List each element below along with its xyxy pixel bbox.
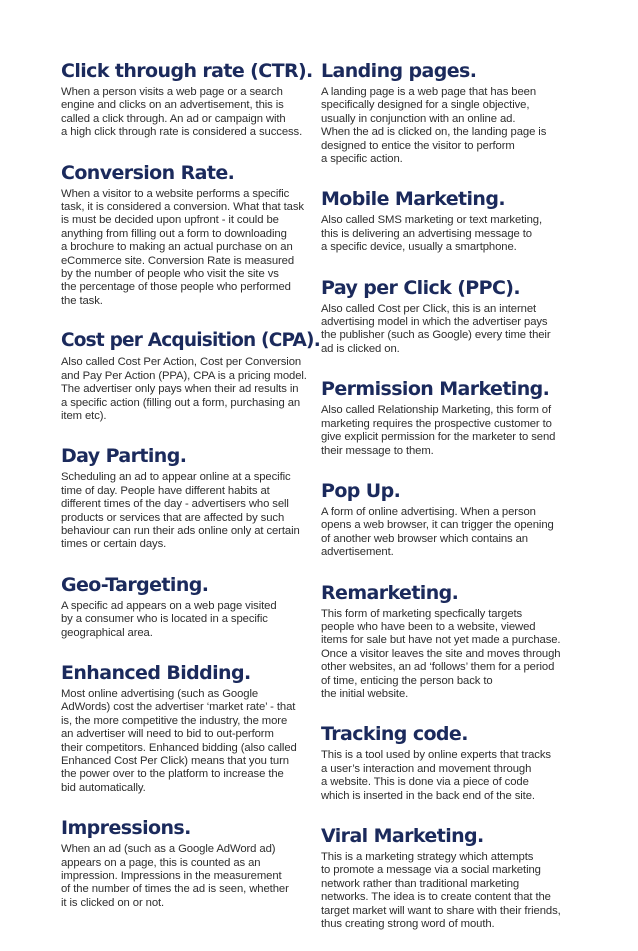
glossary-entry-conversion-rate: [61, 160, 309, 309]
entry-title: Day Parting.: [61, 445, 187, 468]
glossary-entry-tracking-code: [321, 721, 571, 803]
glossary-entry-landing-pages: [321, 58, 571, 166]
left-column: [61, 58, 320, 930]
entry-body: This is a tool used by online experts that tracks a user’s interaction and movement through a website. This is done via a piece of code which is inserted in the back end of the site.: [321, 749, 551, 802]
glossary-entry-mobile-marketing: [321, 186, 571, 254]
glossary-entry-ppc: [321, 275, 571, 357]
entry-title: Impressions.: [61, 817, 191, 840]
entry-body: This form of marketing specfically targets people who have been to a website, viewed items for sale but have not yet made a purchase. Once a visitor leaves the site and moves through other websites, an ad ‘follows’ them for a period of time, enticing the person back to the initial website.: [321, 607, 561, 700]
entry-body: Also called Relationship Marketing, this form of marketing requires the prospective customer to give explicit permission for the marketer to send their message to them.: [321, 404, 556, 457]
right-column: [321, 58, 571, 951]
glossary-entry-enhanced-bidding: [61, 660, 309, 795]
entry-title: Permission Marketing.: [321, 378, 550, 401]
entry-body: Also called Cost per Click, this is an internet advertising model in which the advertiser pays the publisher (such as Google) every time their ad is clicked on.: [321, 302, 551, 355]
entry-body: Scheduling an ad to appear online at a specific time of day. People have different habits at different times of the day - advertisers who sell products or services that are affected by such behaviour can run their ads online only at certain times or certain days.: [61, 471, 300, 551]
entry-body: Also called Cost Per Action, Cost per Conversion and Pay Per Action (PPA), CPA is a pricing model. The advertiser only pays when their ad results in a specific action (filling out a form, purchasing an item etc).: [61, 356, 307, 422]
entry-title: Geo-Targeting.: [61, 573, 209, 596]
entry-title: Landing pages.: [321, 60, 477, 82]
entry-body: When a person visits a web page or a search engine and clicks on an advertisement, this is called a click through. An ad or campaign with a high click through rate is considered a success.: [61, 86, 303, 139]
glossary-entry-impressions: [61, 815, 309, 910]
entry-title: Cost per Acquisition (CPA).: [61, 330, 320, 352]
entry-title: Pay per Click (PPC).: [321, 276, 520, 299]
glossary-entry-remarketing: [321, 580, 571, 702]
entry-body: Also called SMS marketing or text marketing, this is delivering an advertising message to a specific device, usually a smartphone.: [321, 214, 542, 254]
entry-title: Conversion Rate.: [61, 161, 235, 184]
entry-body: A landing page is a web page that has been specifically designed for a single objective, usually in conjunction with an online ad. When the ad is clicked on, the landing page is designed to entice the visitor to perform a specific action.: [321, 86, 547, 166]
entry-body: Most online advertising (such as Google AdWords) cost the advertiser ‘market rate’ - that is, the more competitive the industry, the more an advertiser will need to bid to out-perform their competitors. Enhanced bidding (also called Enhanced Cost Per Click) means that you turn the power over to the platform to increase the bid automatically.: [61, 687, 297, 794]
glossary-entry-viral-marketing: [321, 823, 571, 931]
entry-title: Pop Up.: [321, 479, 401, 502]
entry-title: Mobile Marketing.: [321, 188, 505, 211]
glossary-entry-ctr: [61, 58, 313, 140]
entry-body: When an ad (such as a Google AdWord ad) appears on a page, this is counted as an impression. Impressions in the measurement of the number of times the ad is seen, whether it is clicked on or not.: [61, 843, 289, 909]
entry-title: Remarketing.: [321, 581, 459, 604]
glossary-entry-pop-up: [321, 478, 571, 560]
glossary-entry-day-parting: [61, 443, 309, 551]
entry-body: A form of online advertising. When a person opens a web browser, it can trigger the opening of another web browser which contains an advertisement.: [321, 505, 554, 559]
glossary-entry-geo-targeting: [61, 572, 309, 640]
entry-body: This is a marketing strategy which attempts to promote a message via a social marketing network rather than traditional marketing networks. The idea is to create content that the target market will want to share with their friends, thus creating strong word of mouth.: [321, 851, 561, 931]
entry-title: Click through rate (CTR).: [61, 60, 313, 82]
entry-title: Tracking code.: [321, 723, 468, 746]
glossary-entry-cpa: [61, 328, 320, 423]
entry-title: Enhanced Bidding.: [61, 661, 251, 684]
glossary-entry-permission-marketing: [321, 376, 571, 458]
entry-title: Viral Marketing.: [321, 825, 484, 847]
entry-body: When a visitor to a website performs a specific task, it is considered a conversion. What that task is must be decided upon upfront - it could be anything from filling out a form to downloading a brochure to making an actual purchase on an eCommerce site. Conversion Rate is measured by the number of people who visit the site vs the percentage of those people who performed the task.: [61, 187, 304, 307]
entry-body: A specific ad appears on a web page visited by a consumer who is located in a specific geographical area.: [61, 599, 277, 639]
